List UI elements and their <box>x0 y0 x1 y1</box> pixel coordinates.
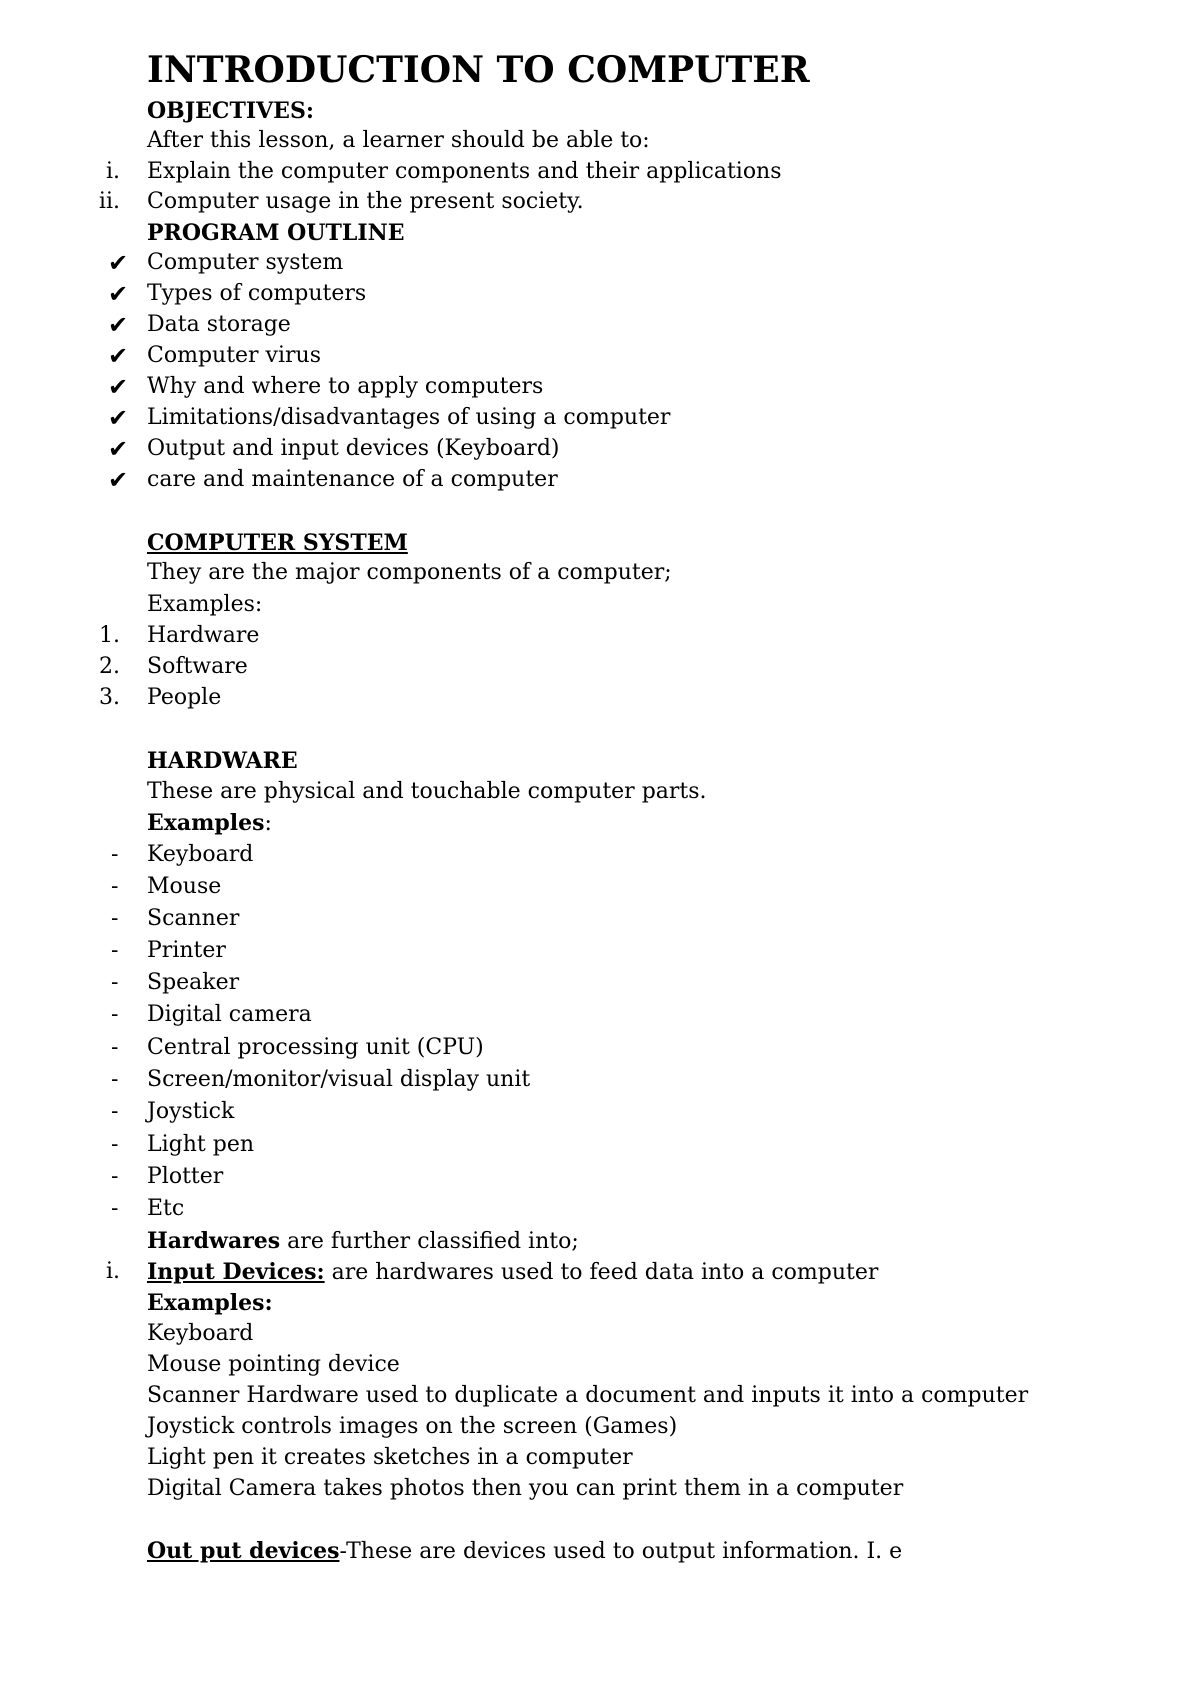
dash-marker: - <box>111 1099 119 1124</box>
hardware-item: Speaker <box>147 970 240 995</box>
component-item: Software <box>147 654 248 679</box>
dash-marker: - <box>111 1002 119 1027</box>
hardware-item: Joystick <box>147 1099 235 1124</box>
hardware-item: Printer <box>147 938 226 963</box>
hardware-heading: HARDWARE <box>147 748 298 774</box>
checkmark-icon: ✔ <box>108 404 129 432</box>
list-marker: 1. <box>99 623 120 648</box>
hardware-item: Screen/monitor/visual display unit <box>147 1067 531 1092</box>
input-device-item: Keyboard <box>147 1321 254 1346</box>
dash-marker: - <box>111 1067 119 1092</box>
hardware-item: Keyboard <box>147 842 254 867</box>
input-device-item: Mouse pointing device <box>147 1352 400 1377</box>
outline-item: Computer system <box>147 250 344 275</box>
hardware-item: Scanner <box>147 906 240 931</box>
computer-system-desc: They are the major components of a computer; <box>147 560 672 585</box>
outline-item: Data storage <box>147 312 291 337</box>
input-device-item: Joystick controls images on the screen (Games) <box>147 1414 678 1439</box>
outline-item: care and maintenance of a computer <box>147 467 558 492</box>
output-devices-desc: -These are devices used to output information. I. e <box>339 1539 903 1564</box>
examples-label: Examples: <box>147 592 263 617</box>
hardware-desc: These are physical and touchable computer parts. <box>147 779 707 804</box>
classified-bold: Hardwares <box>147 1228 281 1254</box>
dash-marker: - <box>111 1164 119 1189</box>
list-marker: i. <box>105 1259 120 1284</box>
outline-item: Output and input devices (Keyboard) <box>147 436 560 461</box>
dash-marker: - <box>111 842 119 867</box>
checkmark-icon: ✔ <box>108 249 129 277</box>
computer-system-heading: COMPUTER SYSTEM <box>147 530 408 556</box>
output-devices-line <box>147 1536 902 1567</box>
checkmark-icon: ✔ <box>108 342 129 370</box>
outline-item: Types of computers <box>147 281 367 306</box>
component-item: People <box>147 685 222 710</box>
checkmark-icon: ✔ <box>108 280 129 308</box>
examples-bold: Examples <box>147 810 265 836</box>
hardware-item: Etc <box>147 1196 185 1221</box>
dash-marker: - <box>111 906 119 931</box>
dash-marker: - <box>111 1132 119 1157</box>
hardware-item: Digital camera <box>147 1002 312 1027</box>
outline-item: Limitations/disadvantages of using a computer <box>147 405 671 430</box>
list-marker: ii. <box>98 189 120 214</box>
input-devices-heading: Input Devices: <box>147 1259 325 1285</box>
dash-marker: - <box>111 1035 119 1060</box>
input-devices-line <box>147 1257 878 1288</box>
objective-item: Explain the computer components and their applications <box>147 159 782 184</box>
dash-marker: - <box>111 1196 119 1221</box>
outline-item: Computer virus <box>147 343 322 368</box>
objective-item: Computer usage in the present society. <box>147 189 584 214</box>
hardware-item: Light pen <box>147 1132 255 1157</box>
input-device-item: Scanner Hardware used to duplicate a document and inputs it into a computer <box>147 1383 1029 1408</box>
list-marker: i. <box>105 159 120 184</box>
hardware-item: Plotter <box>147 1164 224 1189</box>
page-title: INTRODUCTION TO COMPUTER <box>147 49 810 91</box>
checkmark-icon: ✔ <box>108 373 129 401</box>
dash-marker: - <box>111 970 119 995</box>
checkmark-icon: ✔ <box>108 311 129 339</box>
objectives-heading: OBJECTIVES: <box>147 98 314 124</box>
input-device-item: Digital Camera takes photos then you can print them in a computer <box>147 1476 904 1501</box>
checkmark-icon: ✔ <box>108 435 129 463</box>
component-item: Hardware <box>147 623 260 648</box>
examples-colon: : <box>264 811 272 836</box>
hardware-item: Central processing unit (CPU) <box>147 1035 484 1060</box>
input-device-item: Light pen it creates sketches in a computer <box>147 1445 633 1470</box>
classified-rest: are further classified into; <box>280 1229 579 1254</box>
hardware-item: Mouse <box>147 874 222 899</box>
checkmark-icon: ✔ <box>108 466 129 494</box>
list-marker: 3. <box>99 685 120 710</box>
output-devices-heading: Out put devices <box>147 1538 340 1564</box>
outline-heading: PROGRAM OUTLINE <box>147 220 405 246</box>
hardware-examples-label <box>147 808 272 839</box>
outline-item: Why and where to apply computers <box>147 374 544 399</box>
dash-marker: - <box>111 938 119 963</box>
hardware-classified <box>147 1226 579 1257</box>
list-marker: 2. <box>99 654 120 679</box>
objectives-intro: After this lesson, a learner should be able to: <box>147 128 650 153</box>
input-examples-label: Examples: <box>147 1290 273 1316</box>
dash-marker: - <box>111 874 119 899</box>
input-devices-desc: are hardwares used to feed data into a computer <box>324 1260 879 1285</box>
